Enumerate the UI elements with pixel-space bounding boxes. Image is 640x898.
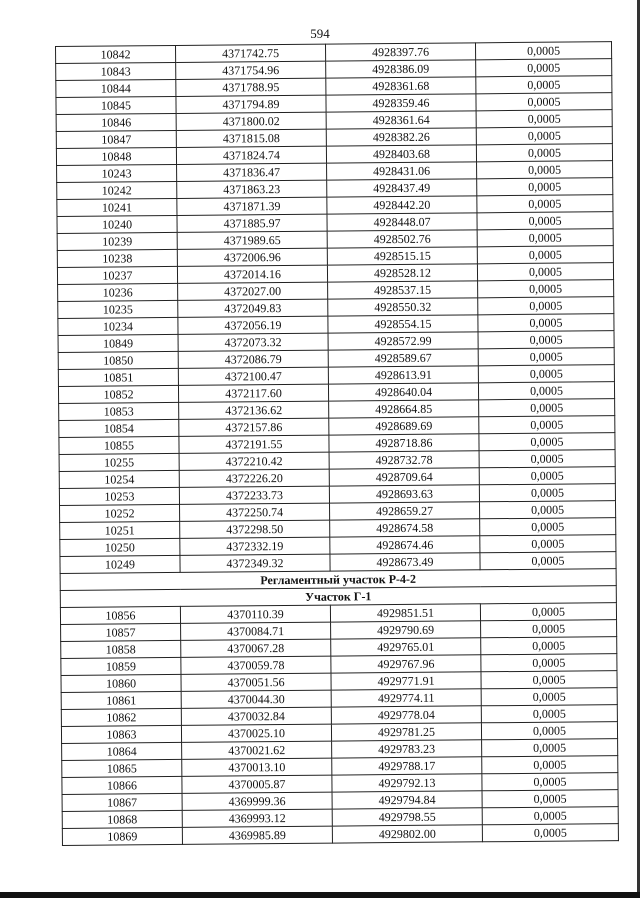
y-coordinate: 4929771.91 bbox=[331, 672, 481, 690]
y-coordinate: 4928659.27 bbox=[329, 502, 479, 520]
point-number: 10243 bbox=[57, 164, 177, 182]
y-coordinate: 4928386.09 bbox=[326, 60, 476, 78]
y-coordinate: 4928528.12 bbox=[327, 264, 477, 282]
x-coordinate: 4372073.32 bbox=[178, 333, 328, 351]
tolerance: 0,0005 bbox=[482, 790, 618, 808]
tolerance: 0,0005 bbox=[479, 450, 615, 468]
y-coordinate: 4928674.46 bbox=[330, 536, 480, 554]
tolerance: 0,0005 bbox=[480, 552, 616, 570]
x-coordinate: 4371871.39 bbox=[177, 197, 327, 215]
y-coordinate: 4928674.58 bbox=[330, 519, 480, 537]
tolerance: 0,0005 bbox=[481, 705, 617, 723]
x-coordinate: 4372298.50 bbox=[180, 520, 330, 538]
y-coordinate: 4928572.99 bbox=[328, 332, 478, 350]
point-number: 10845 bbox=[56, 96, 176, 114]
point-number: 10860 bbox=[61, 674, 181, 692]
x-coordinate: 4371794.89 bbox=[176, 95, 326, 113]
tolerance: 0,0005 bbox=[481, 688, 617, 706]
x-coordinate: 4369999.36 bbox=[182, 792, 332, 810]
point-number: 10236 bbox=[58, 283, 178, 301]
y-coordinate: 4928359.46 bbox=[326, 94, 476, 112]
point-number: 10855 bbox=[59, 436, 179, 454]
y-coordinate: 4929781.25 bbox=[331, 723, 481, 741]
tolerance: 0,0005 bbox=[478, 365, 614, 383]
point-number: 10844 bbox=[56, 79, 176, 97]
y-coordinate: 4929798.55 bbox=[332, 808, 482, 826]
x-coordinate: 4372191.55 bbox=[179, 435, 329, 453]
point-number: 10865 bbox=[62, 759, 182, 777]
x-coordinate: 4372349.32 bbox=[180, 554, 330, 572]
table-row bbox=[62, 824, 618, 846]
point-number: 10250 bbox=[60, 538, 180, 556]
subsection-title: Участок Г-1 bbox=[60, 586, 616, 608]
point-number: 10851 bbox=[58, 368, 178, 386]
y-coordinate: 4928732.78 bbox=[329, 451, 479, 469]
point-number: 10861 bbox=[61, 691, 181, 709]
y-coordinate: 4928397.76 bbox=[325, 43, 475, 61]
point-number: 10857 bbox=[61, 623, 181, 641]
point-number: 10253 bbox=[59, 487, 179, 505]
y-coordinate: 4928403.68 bbox=[326, 145, 476, 163]
tolerance: 0,0005 bbox=[482, 756, 618, 774]
x-coordinate: 4372086.79 bbox=[178, 350, 328, 368]
x-coordinate: 4369985.89 bbox=[182, 826, 332, 844]
x-coordinate: 4371885.97 bbox=[177, 214, 327, 232]
tolerance: 0,0005 bbox=[479, 416, 615, 434]
y-coordinate: 4928515.15 bbox=[327, 247, 477, 265]
y-coordinate: 4929851.51 bbox=[330, 604, 480, 622]
tolerance: 0,0005 bbox=[482, 739, 618, 757]
y-coordinate: 4928689.69 bbox=[329, 417, 479, 435]
y-coordinate: 4929790.69 bbox=[331, 621, 481, 639]
x-coordinate: 4372210.42 bbox=[179, 452, 329, 470]
tolerance: 0,0005 bbox=[476, 59, 612, 77]
tolerance: 0,0005 bbox=[482, 824, 618, 842]
y-coordinate: 4928437.49 bbox=[327, 179, 477, 197]
y-coordinate: 4929794.84 bbox=[332, 791, 482, 809]
x-coordinate: 4371754.96 bbox=[176, 61, 326, 79]
y-coordinate: 4928361.68 bbox=[326, 77, 476, 95]
section-headings bbox=[60, 569, 616, 608]
y-coordinate: 4928442.20 bbox=[327, 196, 477, 214]
section2-body bbox=[60, 603, 618, 846]
point-number: 10868 bbox=[62, 810, 182, 828]
y-coordinate: 4928554.15 bbox=[328, 315, 478, 333]
point-number: 10864 bbox=[62, 742, 182, 760]
x-coordinate: 4370013.10 bbox=[182, 758, 332, 776]
x-coordinate: 4370044.30 bbox=[181, 690, 331, 708]
tolerance: 0,0005 bbox=[479, 501, 615, 519]
y-coordinate: 4928640.04 bbox=[328, 383, 478, 401]
tolerance: 0,0005 bbox=[478, 280, 614, 298]
point-number: 10238 bbox=[57, 249, 177, 267]
x-coordinate: 4371836.47 bbox=[177, 163, 327, 181]
section1-body bbox=[56, 42, 617, 574]
x-coordinate: 4371800.02 bbox=[176, 112, 326, 130]
point-number: 10252 bbox=[60, 504, 180, 522]
x-coordinate: 4370032.84 bbox=[181, 707, 331, 725]
x-coordinate: 4370025.10 bbox=[181, 724, 331, 742]
tolerance: 0,0005 bbox=[476, 127, 612, 145]
tolerance: 0,0005 bbox=[478, 297, 614, 315]
tolerance: 0,0005 bbox=[481, 637, 617, 655]
tolerance: 0,0005 bbox=[482, 773, 618, 791]
tolerance: 0,0005 bbox=[477, 195, 613, 213]
point-number: 10239 bbox=[57, 232, 177, 250]
page-number: 594 bbox=[310, 26, 330, 41]
x-coordinate: 4372049.83 bbox=[178, 299, 328, 317]
tolerance: 0,0005 bbox=[476, 76, 612, 94]
y-coordinate: 4928382.26 bbox=[326, 128, 476, 146]
y-coordinate: 4929778.04 bbox=[331, 706, 481, 724]
y-coordinate: 4929792.13 bbox=[332, 774, 482, 792]
point-number: 10849 bbox=[58, 334, 178, 352]
tolerance: 0,0005 bbox=[481, 654, 617, 672]
y-coordinate: 4928664.85 bbox=[329, 400, 479, 418]
y-coordinate: 4929774.11 bbox=[331, 689, 481, 707]
tolerance: 0,0005 bbox=[476, 93, 612, 111]
x-coordinate: 4372027.00 bbox=[178, 282, 328, 300]
point-number: 10853 bbox=[59, 402, 179, 420]
tolerance: 0,0005 bbox=[478, 382, 614, 400]
tolerance: 0,0005 bbox=[477, 212, 613, 230]
tolerance: 0,0005 bbox=[480, 603, 616, 621]
point-number: 10847 bbox=[56, 130, 176, 148]
x-coordinate: 4372006.96 bbox=[177, 248, 327, 266]
tolerance: 0,0005 bbox=[478, 331, 614, 349]
x-coordinate: 4371788.95 bbox=[176, 78, 326, 96]
tolerance: 0,0005 bbox=[481, 620, 617, 638]
point-number: 10854 bbox=[59, 419, 179, 437]
tolerance: 0,0005 bbox=[476, 144, 612, 162]
y-coordinate: 4928718.86 bbox=[329, 434, 479, 452]
y-coordinate: 4929765.01 bbox=[331, 638, 481, 656]
x-coordinate: 4372233.73 bbox=[179, 486, 329, 504]
tolerance: 0,0005 bbox=[477, 161, 613, 179]
x-coordinate: 4371863.23 bbox=[177, 180, 327, 198]
point-number: 10859 bbox=[61, 657, 181, 675]
x-coordinate: 4372250.74 bbox=[180, 503, 330, 521]
x-coordinate: 4371989.65 bbox=[177, 231, 327, 249]
tolerance: 0,0005 bbox=[479, 433, 615, 451]
tolerance: 0,0005 bbox=[480, 535, 616, 553]
y-coordinate: 4929788.17 bbox=[332, 757, 482, 775]
section-title: Регламентный участок Р-4-2 bbox=[60, 569, 616, 591]
x-coordinate: 4370051.56 bbox=[181, 673, 331, 691]
y-coordinate: 4928537.15 bbox=[328, 281, 478, 299]
x-coordinate: 4370084.71 bbox=[181, 622, 331, 640]
tolerance: 0,0005 bbox=[479, 399, 615, 417]
point-number: 10241 bbox=[57, 198, 177, 216]
point-number: 10242 bbox=[57, 181, 177, 199]
x-coordinate: 4372136.62 bbox=[179, 401, 329, 419]
point-number: 10235 bbox=[58, 300, 178, 318]
x-coordinate: 4371824.74 bbox=[176, 146, 326, 164]
point-number: 10234 bbox=[58, 317, 178, 335]
x-coordinate: 4372100.47 bbox=[178, 367, 328, 385]
point-number: 10249 bbox=[60, 555, 180, 573]
tolerance: 0,0005 bbox=[478, 348, 614, 366]
tolerance: 0,0005 bbox=[477, 229, 613, 247]
tolerance: 0,0005 bbox=[478, 314, 614, 332]
point-number: 10867 bbox=[62, 793, 182, 811]
x-coordinate: 4371815.08 bbox=[176, 129, 326, 147]
y-coordinate: 4928709.64 bbox=[329, 468, 479, 486]
y-coordinate: 4928431.06 bbox=[327, 162, 477, 180]
x-coordinate: 4371742.75 bbox=[175, 44, 325, 62]
tolerance: 0,0005 bbox=[477, 178, 613, 196]
point-number: 10240 bbox=[57, 215, 177, 233]
tolerance: 0,0005 bbox=[476, 110, 612, 128]
x-coordinate: 4370021.62 bbox=[182, 741, 332, 759]
point-number: 10866 bbox=[62, 776, 182, 794]
point-number: 10862 bbox=[61, 708, 181, 726]
point-number: 10863 bbox=[61, 725, 181, 743]
x-coordinate: 4370005.87 bbox=[182, 775, 332, 793]
y-coordinate: 4928673.49 bbox=[330, 553, 480, 571]
x-coordinate: 4372157.86 bbox=[179, 418, 329, 436]
y-coordinate: 4928613.91 bbox=[328, 366, 478, 384]
scan-border bbox=[0, 892, 640, 898]
point-number: 10842 bbox=[56, 45, 176, 63]
point-number: 10255 bbox=[59, 453, 179, 471]
tolerance: 0,0005 bbox=[479, 484, 615, 502]
x-coordinate: 4370059.78 bbox=[181, 656, 331, 674]
x-coordinate: 4372014.16 bbox=[177, 265, 327, 283]
tolerance: 0,0005 bbox=[477, 263, 613, 281]
x-coordinate: 4372117.60 bbox=[178, 384, 328, 402]
tolerance: 0,0005 bbox=[479, 467, 615, 485]
point-number: 10237 bbox=[57, 266, 177, 284]
coordinates-table-wrapper bbox=[55, 41, 618, 846]
tolerance: 0,0005 bbox=[475, 42, 611, 60]
y-coordinate: 4928361.64 bbox=[326, 111, 476, 129]
x-coordinate: 4370067.28 bbox=[181, 639, 331, 657]
point-number: 10856 bbox=[60, 606, 180, 624]
y-coordinate: 4928693.63 bbox=[329, 485, 479, 503]
tolerance: 0,0005 bbox=[481, 722, 617, 740]
y-coordinate: 4928589.67 bbox=[328, 349, 478, 367]
y-coordinate: 4928448.07 bbox=[327, 213, 477, 231]
x-coordinate: 4372056.19 bbox=[178, 316, 328, 334]
y-coordinate: 4929802.00 bbox=[332, 825, 482, 843]
tolerance: 0,0005 bbox=[477, 246, 613, 264]
y-coordinate: 4928550.32 bbox=[328, 298, 478, 316]
y-coordinate: 4929783.23 bbox=[332, 740, 482, 758]
point-number: 10858 bbox=[61, 640, 181, 658]
x-coordinate: 4369993.12 bbox=[182, 809, 332, 827]
x-coordinate: 4370110.39 bbox=[180, 605, 330, 623]
point-number: 10846 bbox=[56, 113, 176, 131]
x-coordinate: 4372332.19 bbox=[180, 537, 330, 555]
point-number: 10843 bbox=[56, 62, 176, 80]
point-number: 10848 bbox=[56, 147, 176, 165]
y-coordinate: 4928502.76 bbox=[327, 230, 477, 248]
point-number: 10251 bbox=[60, 521, 180, 539]
point-number: 10850 bbox=[58, 351, 178, 369]
point-number: 10852 bbox=[58, 385, 178, 403]
tolerance: 0,0005 bbox=[482, 807, 618, 825]
tolerance: 0,0005 bbox=[481, 671, 617, 689]
point-number: 10254 bbox=[59, 470, 179, 488]
x-coordinate: 4372226.20 bbox=[179, 469, 329, 487]
coordinates-table bbox=[55, 41, 619, 846]
y-coordinate: 4929767.96 bbox=[331, 655, 481, 673]
point-number: 10869 bbox=[62, 827, 182, 845]
tolerance: 0,0005 bbox=[480, 518, 616, 536]
